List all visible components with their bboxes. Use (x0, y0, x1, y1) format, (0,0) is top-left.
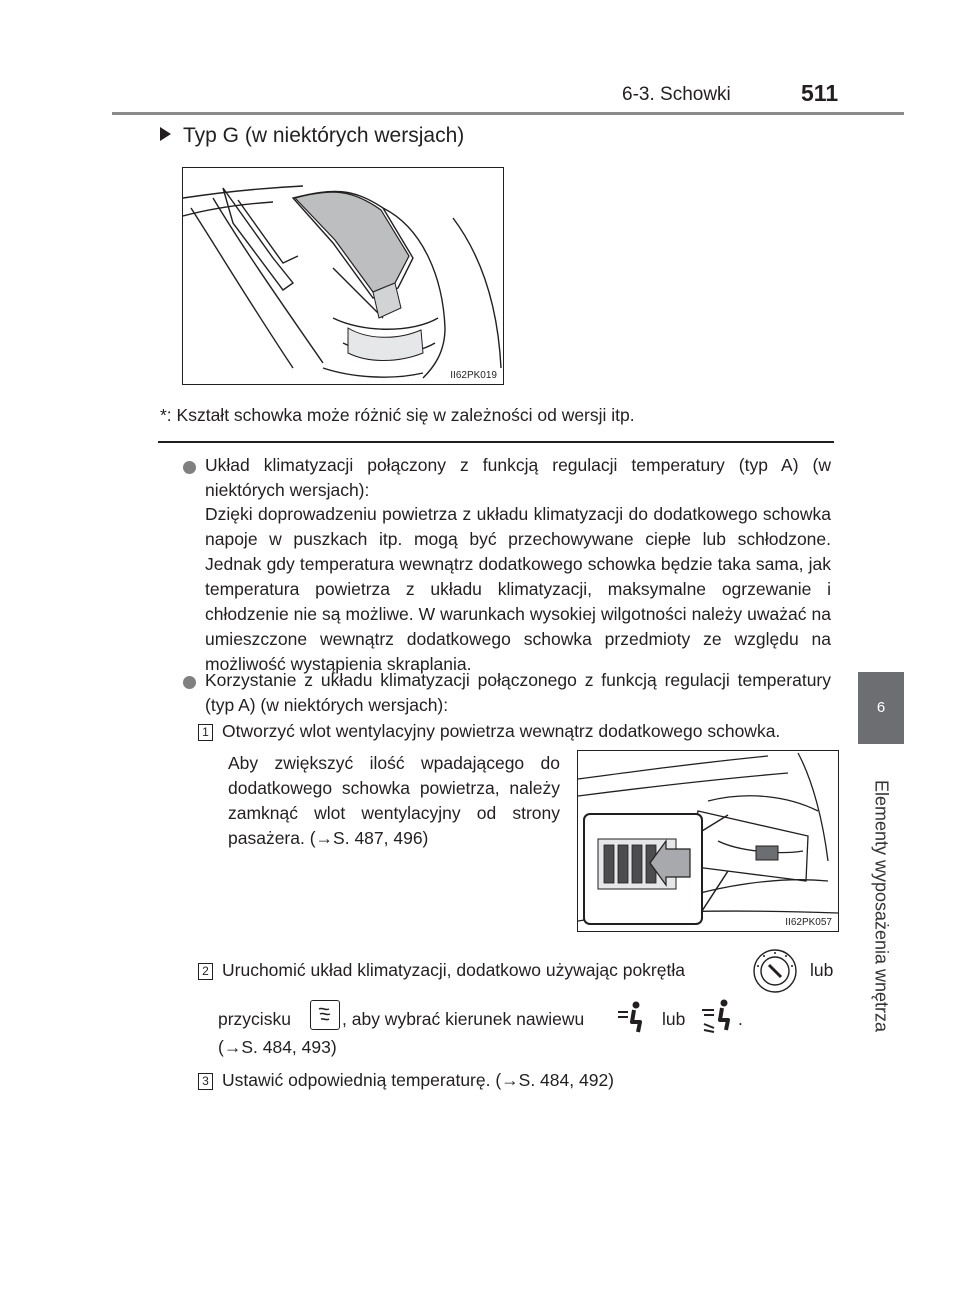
airflow-mode-button-icon (310, 1000, 340, 1030)
step2-text-part4: , aby wybrać kierunek nawiewu (342, 1009, 585, 1029)
vent-illustration (578, 751, 838, 931)
header-divider (112, 112, 904, 115)
chapter-title-vertical (846, 746, 916, 1066)
step2-text-part6: . (738, 1009, 743, 1029)
step2-text-part3: przycisku (218, 1009, 291, 1029)
step2-text-part1: Uruchomić układ klimatyzacji, dodatkowo używając pokrętła (222, 960, 685, 980)
triangle-bullet-icon (160, 127, 171, 141)
step1-text: Otworzyć wlot wentylacyjny powietrza wewnątrz dodatkowego schowka. (222, 721, 781, 741)
bullet2-title: Korzystanie z układu klimatyzacji połączonego z funkcją regulacji temperatury (typ A) (w niektórych wersjach): (205, 670, 831, 715)
page-number: 511 (801, 80, 839, 106)
bullet-dot-icon (183, 676, 196, 689)
step1-subtext: Aby zwiększyć ilość wpadającego do dodatkowego schowka powietrza, należy zamknąć wlot wentylacyjny od strony pasażera. (→S. 487, 496) (228, 753, 560, 848)
chapter-title: Elementy wyposażenia wnętrza (871, 779, 892, 1033)
airflow-face-icon (616, 1000, 648, 1041)
step2-reference: (→S. 484, 493) (218, 1037, 337, 1057)
figure-console-storage (182, 167, 504, 385)
step2-text-part5: lub (662, 1009, 686, 1029)
figure-air-vent (577, 750, 839, 932)
step-number-2: 2 (198, 963, 213, 980)
figure-code: II62PK019 (450, 370, 497, 381)
step2-line2 (218, 1000, 834, 1040)
airflow-face-feet-icon (700, 998, 734, 1041)
footnote: *: Kształt schowka może różnić się w zależności od wersji itp. (160, 405, 635, 425)
bullet1-body: Dzięki doprowadzeniu powietrza z układu klimatyzacji do dodatkowego schowka napoje w puszkach itp. mogą być przechowywane ciepłe lub schłodzone. Jednak gdy temperatura wewnątrz dodatkowego schowka będzie taka sama, jak temperatura powietrza z układu klimatyzacji, maksymalne ogrzewanie i chłodzenie nie są możliwe. W warunkach wysokiej wilgotności należy uważać na umieszczone wewnątrz dodatkowego schowka przedmioty ze względu na możliwość wystąpienia skraplania. (205, 504, 831, 674)
subheading (160, 124, 464, 148)
step-number-3: 3 (198, 1073, 213, 1090)
temperature-dial-icon (752, 948, 798, 1001)
step3-text: Ustawić odpowiednią temperaturę. (→S. 484, 492) (222, 1070, 615, 1090)
chapter-tab: 6 (858, 672, 904, 744)
step2-line1 (222, 958, 834, 983)
section-title: 6-3. Schowki (622, 84, 731, 105)
step2-text-part2: lub (810, 960, 834, 980)
step-number-1: 1 (198, 724, 213, 741)
bullet-dot-icon (183, 461, 196, 474)
bullet1-title: Układ klimatyzacji połączony z funkcją regulacji temperatury (typ A) (w niektórych wersjach): (205, 455, 831, 500)
section-divider (158, 441, 834, 443)
console-illustration (183, 168, 503, 384)
subheading-text: Typ G (w niektórych wersjach) (183, 124, 465, 147)
figure-code: II62PK057 (785, 917, 832, 928)
